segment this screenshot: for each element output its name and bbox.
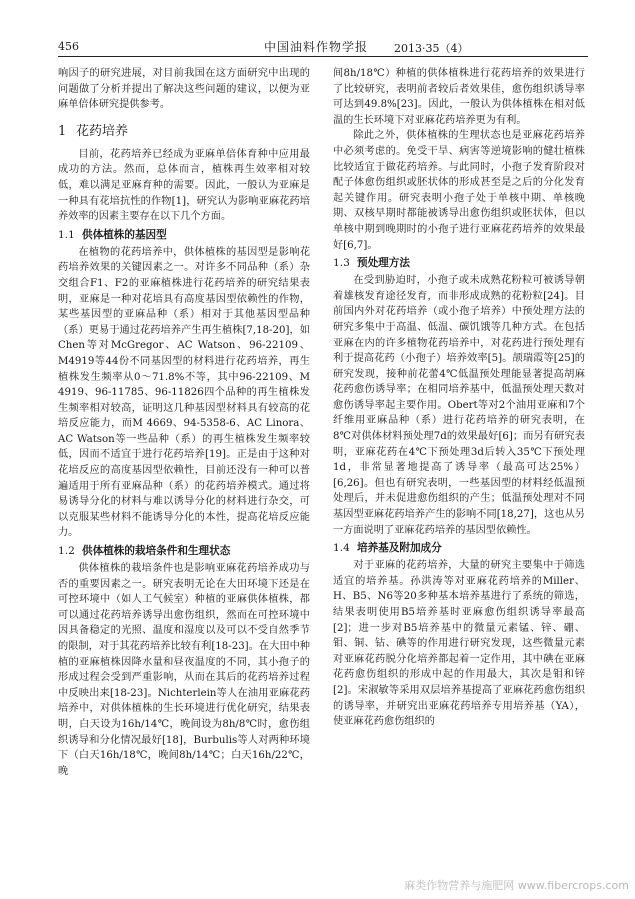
left-column <box>58 66 310 779</box>
section-number: 1.3 <box>333 257 350 270</box>
page-number: 456 <box>58 40 79 53</box>
section-1-2-heading <box>58 544 310 559</box>
section-title: 花药培养 <box>76 123 129 139</box>
section-title: 供体植株的栽培条件和生理状态 <box>82 545 231 558</box>
paragraph: 间8h/18℃）种植的供体植株进行花药培养的效果进行了比较研究，表明前者较后者效果佳，愈伤组织诱导率可达到49.8%[23]。因此，一般认为供体植株在相对低温的生长环境下对亚麻花药培养更为有利。 <box>333 68 585 126</box>
paragraph: 除此之外，供体植株的生理状态也是亚麻花药培养中必须考虑的。免受干旱、病害等逆境影响的健壮植株比较适宜于做花药培养。与此同时，小孢子发育阶段对配子体愈伤组织或胚状体的形成甚至是之后的分化发育起关键作用。研究表明小孢子处于单核中期、单核晚期、双核早期时都能被诱导出愈伤组织或胚状体，但以单核中期到晚期时的小孢子进行亚麻花药培养的效果最好[6,7]。 <box>333 130 585 251</box>
section-number: 1.2 <box>58 545 75 558</box>
paragraph: 对于亚麻的花药培养，大量的研究主要集中于筛选适宜的培养基。孙洪涛等对亚麻花药培养的Miller、H、B5、N6等20多种基本培养基进行了系统的筛选，结果表明使用B5培养基时亚麻愈伤组织诱导率最高[2]；进一步对B5培养基中的微量元素锰、锌、硼、钼、铜、钴、碘等的作用进行研究发现，这些微量元素对亚麻花药脱分化培养都起着一定作用，其中碘在亚麻花药愈伤组织的形成中起的作用最大，其次是钼和锌[2]。宋淑敏等采用双层培养基提高了亚麻花药愈伤组织的诱导率，并研究出亚麻花药培养专用培养基（YA），使亚麻花药愈伤组织的 <box>333 560 585 728</box>
page-header <box>58 36 588 57</box>
watermark: 麻类作物营养与施肥网 www.fibercrops.com <box>404 879 629 892</box>
paragraph: 供体植株的栽培条件也是影响亚麻花药培养成功与否的重要因素之一。研究表明无论在大田环境下还是在可控环境中（如人工气候室）种植的亚麻供体植株，都可以通过花药培养诱导出愈伤组织，然而在可控环境中因具备稳定的光照、温度和湿度以及可以不受自然季节的限制，对于其花药培养比较有利[18-23]。在大田中种植的亚麻植株因降水量和昼夜温度的不同，其小孢子的形成过程会受到严重影响，从而在其后的花药培养过程中反映出来[18-23]。Nichterlein等人在油用亚麻花药培养中，对供体植株的生长环境进行优化研究，结果表明，白天设为16h/14℃，晚间设为8h/8℃时，愈伤组织诱导和分化情况最好[18]，Burbulis等人对两种环境下（白天16h/18℃，晚间8h/14℃；白天16h/22℃，晚 <box>58 563 310 777</box>
paragraph: 目前，花药培养已经成为亚麻单倍体育种中应用最成功的方法。然而，总体而言，植株再生效率相对较低，难以满足亚麻育种的需要。因此，一般认为亚麻是一种具有花培抗性的作物[1]，研究认为影响亚麻花药培养效率的因素主要存在以下几个方面。 <box>58 148 310 223</box>
intro-paragraph: 响因子的研究进展，对目前我国在这方面研究中出现的问题做了分析并提出了解决这些问题的建议，以便为亚麻单倍体研究提供参考。 <box>58 68 310 111</box>
journal-title: 中国油料作物学报 <box>264 40 369 54</box>
right-column <box>333 66 585 730</box>
section-1-1-heading <box>58 228 310 243</box>
paragraph: 在受到胁迫时，小孢子或未成熟花粉粒可被诱导朝着雄核发育途径发育，而非形成成熟的花粉粒[24]。目前国内外对花药培养（或小孢子培养）中预处理方法的研究多集中于高温、低温、碳饥饿等几种方式。在包括亚麻在内的许多植物花药培养中，对花药进行预处理有利于提高花药（小孢子）培养效率[5]。颉瑞霞等[25]的研究发现，接种前花蕾4℃低温预处理能显著提高胡麻花药愈伤诱导率；在相同培养基中，低温预处理天数对愈伤诱导率起主要作用。Obert等对2个油用亚麻和7个纤维用亚麻品种（系）进行花药培养的研究表明，在8℃对供体材料预处理7d的效果最好[6]；而另有研究表明，亚麻花药在4℃下预处理3d后转入35℃下预处理1d，非常显著地提高了诱导率（最高可达25%）[6,26]。但也有研究表明，一些基因型的材料经低温预处理后，并未促进愈伤组织的产生；低温预处理对不同基因型亚麻花药培养产生的影响不同[18,27]，这也从另一方面说明了亚麻花药培养的基因型依赖性。 <box>333 275 585 536</box>
paragraph: 在植物的花药培养中，供体植株的基因型是影响花药培养效果的关键因素之一。对许多不同品种（系）杂交组合F1、F2的亚麻植株进行花药培养的研究结果表明，亚麻是一种对花培具有高度基因型依赖性的作物，某些基因型的亚麻品种（系）相对于其他基因型品种（系）更易于通过花药培养产生再生植株[7,18-20]，如Chen等对McGregor、AC Watson、96-22109、M4919等44份不同基因型的材料进行花药培养，再生植株发生频率从0～71.8%不等，其中96-22109、M 4919、96-11785、96-11826四个品种的再生植株发生频率相对较高，证明这几种基因型材料具有较高的花培反应能力，而M 4669、94-5358-6、AC Linora、AC Watson等一些品种（系）的再生植株发生频率较低，因而不适宜于进行花药培养[19]。正是由于这种对花培反应的高度基因型依赖性，目前还没有一种可以普遍适用于所有亚麻品种（系）的花药培养模式。通过将易诱导分化的材料与难以诱导分化的材料进行杂交，可以克服某些材料不能诱导分化的本性，提高花培反应能力。 <box>58 246 310 539</box>
section-1-3-heading <box>333 256 585 271</box>
section-number: 1 <box>58 123 67 139</box>
section-number: 1.4 <box>333 542 350 555</box>
section-1-heading <box>58 123 310 141</box>
section-title: 供体植株的基因型 <box>82 228 167 241</box>
section-title: 预处理方法 <box>357 257 410 270</box>
section-title: 培养基及附加成分 <box>357 542 442 555</box>
section-number: 1.1 <box>58 228 75 241</box>
journal-issue: 2013·35（4） <box>394 42 469 55</box>
section-1-4-heading <box>333 541 585 556</box>
